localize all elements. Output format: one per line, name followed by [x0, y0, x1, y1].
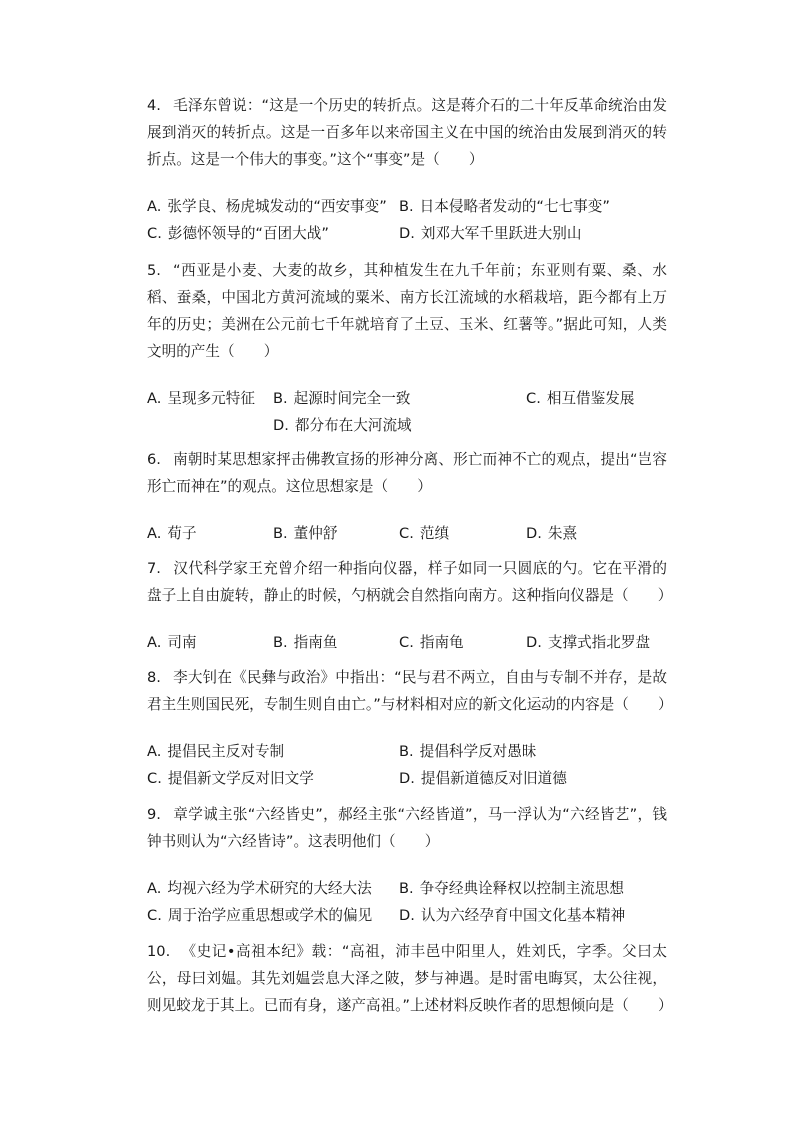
options: [147, 193, 667, 249]
option-d[interactable]: D. 朱熹: [526, 525, 578, 542]
option-c[interactable]: C. 相互借鉴发展: [526, 390, 635, 407]
question-number: 8.: [147, 669, 161, 686]
question-6: [147, 446, 667, 547]
question-text: 汉代科学家王充曾介绍一种指向仪器，样子如同一只圆底的勺。它在平滑的盘子上自由旋转，静止的时候，勺柄就会自然指向南方。这种指向仪器是（ ）: [147, 560, 673, 604]
option-a[interactable]: A. 提倡民主反对专制: [147, 743, 285, 760]
question-number: 4.: [147, 97, 161, 114]
option-b[interactable]: B. 日本侵略者发动的“七七事变”: [399, 198, 610, 215]
option-a[interactable]: A. 张学良、杨虎城发动的“西安事变”: [147, 198, 387, 215]
option-b[interactable]: B. 提倡科学反对愚昧: [399, 743, 537, 760]
question-text: 《史记•高祖本纪》载：“高祖，沛丰邑中阳里人，姓刘氏，字季。父曰太公，母曰刘媪。其先刘媪尝息大泽之陂，梦与神遇。是时雷电晦冥，太公往视，则见蛟龙于其上。已而有身，遂产高祖。”上述材料反映作者的思想倾向是（ ）: [147, 943, 673, 1014]
option-d[interactable]: D. 支撑式指北罗盘: [526, 634, 651, 651]
option-c[interactable]: C. 指南龟: [399, 634, 464, 651]
question-stem: [147, 801, 667, 855]
question-stem: [147, 446, 667, 500]
question-stem: [147, 938, 673, 1019]
question-text: 章学诚主张“六经皆史”，郝经主张“六经皆道”，马一浮认为“六经皆艺”，钱钟书则认为“六经皆诗”。这表明他们（ ）: [147, 806, 667, 850]
question-stem: [147, 664, 673, 718]
option-d[interactable]: D. 提倡新道德反对旧道德: [399, 770, 567, 787]
question-stem: [147, 257, 667, 365]
question-text: 李大钊在《民彝与政治》中指出：“民与君不两立，自由与专制不并存，是故君主生则国民死，专制生则自由亡。”与材料相对应的新文化运动的内容是（ ）: [147, 669, 673, 713]
option-c[interactable]: C. 周于治学应重思想或学术的偏见: [147, 907, 373, 924]
question-number: 5.: [147, 262, 161, 279]
option-b[interactable]: B. 争夺经典诠释权以控制主流思想: [399, 880, 624, 897]
options: [147, 738, 667, 794]
option-b[interactable]: B. 指南鱼: [273, 634, 338, 651]
question-number: 6.: [147, 451, 161, 468]
option-a[interactable]: A. 司南: [147, 634, 197, 651]
option-a[interactable]: A. 均视六经为学术研究的大经大法: [147, 880, 372, 897]
option-d[interactable]: D. 刘邓大军千里跃进大别山: [399, 225, 582, 242]
option-b[interactable]: B. 起源时间完全一致: [273, 390, 411, 407]
option-c[interactable]: C. 范缜: [399, 525, 450, 542]
option-b[interactable]: B. 董仲舒: [273, 525, 338, 542]
question-number: 9.: [147, 806, 161, 823]
question-stem: [147, 92, 667, 173]
options: [147, 385, 667, 441]
options: [147, 629, 667, 656]
option-d[interactable]: D. 认为六经孕育中国文化基本精神: [399, 907, 626, 924]
question-5: [147, 257, 667, 441]
question-stem: [147, 555, 673, 609]
option-d[interactable]: D. 都分布在大河流域: [273, 417, 412, 434]
option-c[interactable]: C. 提倡新文学反对旧文学: [147, 770, 314, 787]
options: [147, 875, 667, 931]
question-7: [147, 555, 673, 656]
question-text: 毛泽东曾说：“这是一个历史的转折点。这是蒋介石的二十年反革命统治由发展到消灭的转折点。这是一百多年以来帝国主义在中国的统治由发展到消灭的转折点。这是一个伟大的事变。”这个“事变”是（ ）: [147, 97, 667, 168]
option-a[interactable]: A. 荀子: [147, 525, 197, 542]
question-10: [147, 938, 673, 1019]
options: [147, 520, 667, 547]
question-4: [147, 92, 667, 249]
option-c[interactable]: C. 彭德怀领导的“百团大战”: [147, 225, 329, 242]
option-a[interactable]: A. 呈现多元特征: [147, 390, 255, 407]
question-text: 南朝时某思想家抨击佛教宣扬的形神分离、形亡而神不亡的观点，提出“岂容形亡而神在”的观点。这位思想家是（ ）: [147, 451, 667, 495]
question-9: [147, 801, 667, 931]
question-text: “西亚是小麦、大麦的故乡，其种植发生在九千年前；东亚则有粟、桑、水稻、蚕桑，中国北方黄河流域的粟米、南方长江流域的水稻栽培，距今都有上万年的历史；美洲在公元前七千年就培育了土豆、玉米、红薯等。”据此可知，人类文明的产生（ ）: [147, 262, 667, 360]
question-number: 7.: [147, 560, 161, 577]
question-8: [147, 664, 673, 794]
question-number: 10.: [147, 943, 171, 960]
